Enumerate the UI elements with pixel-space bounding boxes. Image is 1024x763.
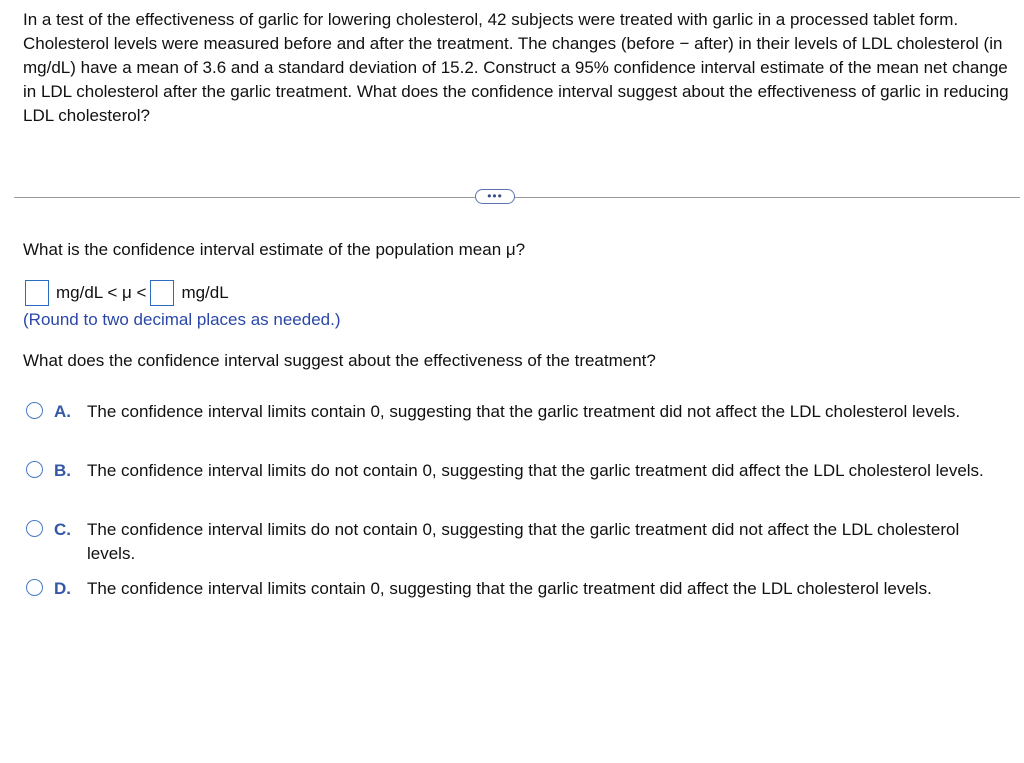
radio-button-icon[interactable]: [26, 402, 43, 419]
option-b[interactable]: [24, 459, 1004, 518]
upper-bound-input[interactable]: [150, 280, 174, 306]
question-effectiveness: What does the confidence interval suggest about the effectiveness of the treatment?: [23, 351, 656, 370]
problem-statement: In a test of the effectiveness of garlic for lowering cholesterol, 42 subjects were treated with garlic in a processed tablet form. Cholesterol levels were measured before and after the treatment. The changes (before − after) in their levels of LDL cholesterol (in mg/dL) have a mean of 3.6 and a standard deviation of 15.2. Construct a 95% confidence interval estimate of the mean net change in LDL cholesterol after the garlic treatment. What does the confidence interval suggest about the effectiveness of garlic in reducing LDL cholesterol?: [23, 10, 1009, 125]
question-ci-estimate: What is the confidence interval estimate of the population mean μ?: [23, 240, 526, 259]
option-c[interactable]: [24, 518, 1004, 577]
lower-bound-input[interactable]: [25, 280, 49, 306]
ci-answer-row: [25, 279, 233, 307]
unit-label-right: mg/dL: [181, 283, 229, 302]
option-text: The confidence interval limits do not contain 0, suggesting that the garlic treatment did affect the LDL cholesterol levels.: [87, 461, 984, 480]
option-letter: D.: [54, 579, 71, 598]
radio-button-icon[interactable]: [26, 520, 43, 537]
option-a[interactable]: [24, 400, 1004, 459]
radio-button-icon[interactable]: [26, 461, 43, 478]
section-divider: [14, 197, 1020, 198]
option-letter: A.: [54, 402, 71, 421]
rounding-hint: (Round to two decimal places as needed.): [23, 310, 341, 329]
option-text: The confidence interval limits contain 0, suggesting that the garlic treatment did not affect the LDL cholesterol levels.: [87, 402, 961, 421]
expand-more-button[interactable]: •••: [475, 189, 515, 204]
option-letter: B.: [54, 461, 71, 480]
unit-label-left: mg/dL < μ <: [56, 283, 147, 302]
radio-button-icon[interactable]: [26, 579, 43, 596]
option-letter: C.: [54, 520, 71, 539]
option-text: The confidence interval limits contain 0, suggesting that the garlic treatment did affect the LDL cholesterol levels.: [87, 579, 932, 598]
option-d[interactable]: [24, 577, 1004, 636]
option-text: The confidence interval limits do not contain 0, suggesting that the garlic treatment did not affect the LDL cholesterol levels.: [87, 520, 960, 563]
answer-options: [24, 400, 1004, 636]
